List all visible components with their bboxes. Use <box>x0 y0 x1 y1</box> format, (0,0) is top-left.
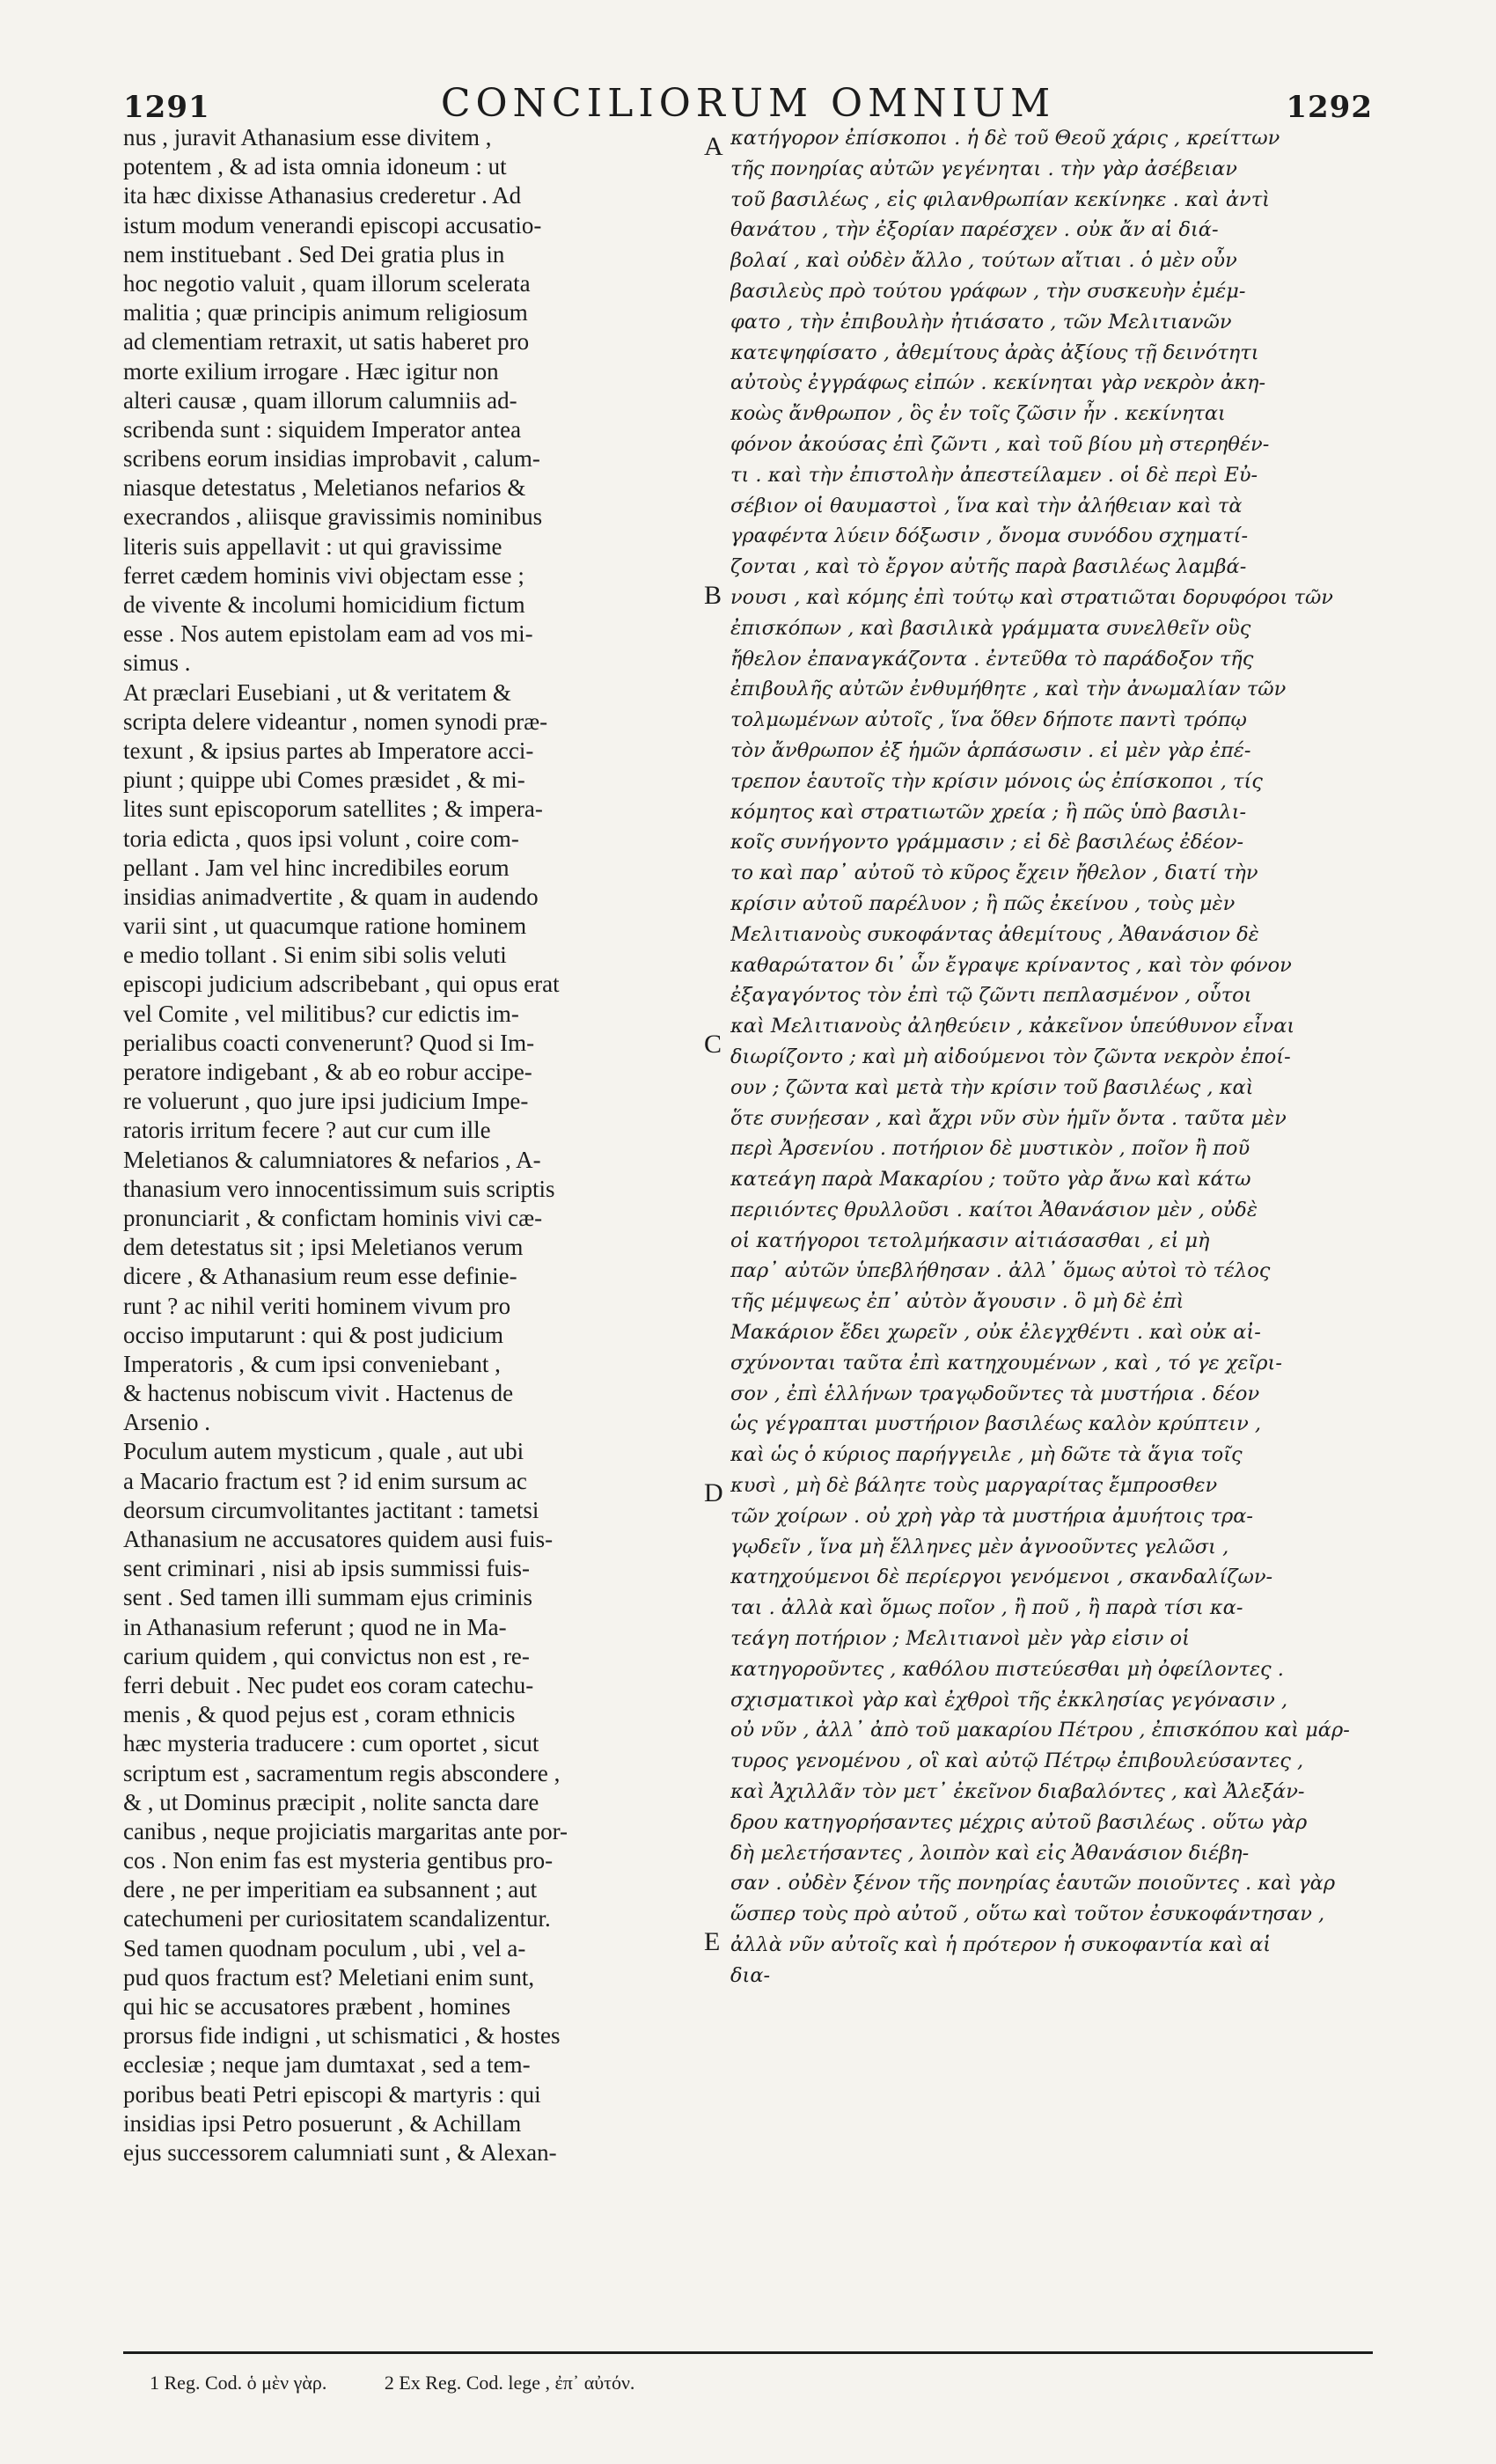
greek-line: κυσὶ , μὴ δὲ βάλητε τοὺς μαργαρίτας ἔμπροσθεν <box>730 1474 1218 1498</box>
latin-line: & , ut Dominus præcipit , nolite sancta dare <box>123 1788 539 1815</box>
greek-line: καὶ Μελιτιανοὺς ἀληθεύειν , κἀκεῖνον ὑπεύθυνον εἶναι <box>730 1015 1295 1038</box>
greek-line: δρου κατηγορήσαντες μέχρις αὐτοῦ βασιλέως . οὕτω γὰρ <box>730 1810 1308 1834</box>
latin-line: scribenda sunt : siquidem Imperator antea <box>123 415 522 443</box>
latin-line: At præclari Eusebiani , ut & veritatem & <box>123 678 511 706</box>
latin-line: pellant . Jam vel hinc incredibiles eorum <box>123 854 510 881</box>
greek-line: κοὼς ἄνθρωπον , ὃς ἐν τοῖς ζῶσιν ἦν . κεκίνηται <box>730 402 1226 426</box>
greek-line: τοῦ βασιλέως , εἰς φιλανθρωπίαν κεκίνηκε . καὶ ἀντὶ <box>730 187 1270 211</box>
greek-line: σον , ἐπὶ ἑλλήνων τραγῳδοῦντες τὰ μυστήρια . δέον <box>730 1382 1260 1405</box>
greek-line: καὶ Ἀχιλλᾶν τὸν μετ᾽ ἐκεῖνον διαβαλόντες , καὶ Ἀλεξάν- <box>730 1780 1305 1804</box>
greek-line: περὶ Ἀρσενίου . ποτήριον δὲ μυστικὸν , ποῖον ἢ ποῦ <box>730 1137 1250 1161</box>
greek-line: ται . ἀλλὰ καὶ ὅμως ποῖον , ἢ ποῦ , ἢ παρὰ τίσι κα- <box>730 1596 1243 1620</box>
margin-marker-b: B <box>704 581 722 610</box>
greek-line: βολαί , καὶ οὐδὲν ἄλλο , τούτων αἴτιαι . ὁ μὲν οὖν <box>730 249 1237 273</box>
greek-column <box>730 123 1377 2332</box>
greek-line: δια- <box>730 1963 771 1987</box>
greek-line: κατήγορον ἐπίσκοποι . ἡ δὲ τοῦ Θεοῦ χάρις , κρείττων <box>730 127 1280 150</box>
greek-line: τῆς πονηρίας αὐτῶν γεγένηται . τὴν γὰρ ἀσέβειαν <box>730 157 1237 180</box>
latin-line: canibus , neque projiciatis margaritas ante por- <box>123 1817 568 1844</box>
greek-line: ὅτε συνῄεσαν , καὶ ἄχρι νῦν σὺν ἡμῖν ὄντα . ταῦτα μὲν <box>730 1106 1287 1130</box>
latin-line: dere , ne per imperitiam ea subsannent ; aut <box>123 1876 538 1903</box>
latin-line: esse . Nos autem epistolam eam ad vos mi- <box>123 620 533 648</box>
latin-line: piunt ; quippe ubi Comes præsidet , & mi- <box>123 766 525 794</box>
latin-line: de vivente & incolumi homicidium fictum <box>123 591 525 618</box>
latin-line: occiso imputarunt : qui & post judicium <box>123 1321 503 1348</box>
margin-marker-d: D <box>704 1478 723 1507</box>
latin-line: episcopi judicium adscribebant , qui opus erat <box>123 971 560 998</box>
greek-line: τολμωμένων αὐτοῖς , ἵνα ὅθεν δήποτε παντὶ τρόπῳ <box>730 708 1247 732</box>
latin-line: ecclesiæ ; neque jam dumtaxat , sed a tem- <box>123 2051 531 2079</box>
greek-line: οὐ νῦν , ἀλλ᾽ ἀπὸ τοῦ μακαρίου Πέτρου , ἐπισκόπου καὶ μάρ- <box>730 1719 1350 1742</box>
latin-line: peratore indigebant , & ab eo robur accipe- <box>123 1059 532 1085</box>
latin-line: potentem , & ad ista omnia idoneum : ut <box>123 153 507 180</box>
latin-line: perialibus coacti convenerunt? Quod si Im- <box>123 1029 535 1056</box>
footnote-rule <box>123 2351 1373 2354</box>
greek-line: ἐπισκόπων , καὶ βασιλικὰ γράμματα συνελθεῖν οὓς <box>730 616 1251 640</box>
latin-line: morte exilium irrogare . Hæc igitur non <box>123 357 499 385</box>
greek-line: Μακάριον ἔδει χωρεῖν , οὐκ ἐλεγχθέντι . καὶ οὐκ αἰ- <box>730 1321 1261 1345</box>
latin-line: ita hæc dixisse Athanasius crederetur . Ad <box>123 182 522 209</box>
latin-line: ejus successorem calumniati sunt , & Alexan- <box>123 2138 557 2166</box>
latin-line: re voluerunt , quo jure ipsi judicium Impe- <box>123 1088 529 1115</box>
greek-line: το καὶ παρ᾽ αὐτοῦ τὸ κῦρος ἔχειν ἤθελον , διατί τὴν <box>730 862 1258 885</box>
latin-line: catechumeni per curiositatem scandalizentur. <box>123 1905 551 1932</box>
greek-line: βασιλεὺς πρὸ τούτου γράφων , τὴν συσκευὴν ἐμέμ- <box>730 279 1246 303</box>
greek-line: καθαρώτατον δι᾽ ὧν ἔγραψε κρίναντος , καὶ τὸν φόνον <box>730 953 1292 977</box>
greek-line: θανάτου , τὴν ἐξορίαν παρέσχεν . οὐκ ἄν αἱ διά- <box>730 218 1219 242</box>
greek-line: γραφέντα λύειν δόξωσιν , ὄνομα συνόδου σχηματί- <box>730 524 1249 548</box>
greek-line: δὴ μελετήσαντες , λοιπὸν καὶ εἰς Ἀθανάσιον διέβη- <box>730 1841 1250 1865</box>
latin-line: poribus beati Petri episcopi & martyris : qui <box>123 2080 541 2108</box>
greek-line: παρ᾽ αὐτῶν ὑπεβλήθησαν . ἀλλ᾽ ὅμως αὐτοὶ τὸ τέλος <box>730 1259 1271 1283</box>
greek-line: σχισματικοὶ γὰρ καὶ ἐχθροὶ τῆς ἐκκλησίας γεγόνασιν , <box>730 1688 1288 1712</box>
latin-line: simus . <box>123 649 191 677</box>
latin-line: sent . Sed tamen illi summam ejus criminis <box>123 1584 532 1611</box>
margin-marker-a: A <box>704 132 723 161</box>
greek-line: περιιόντες θρυλλοῦσι . καίτοι Ἀθανάσιον μὲν , οὐδὲ <box>730 1198 1258 1221</box>
latin-column <box>123 123 695 2270</box>
latin-line: insidias ipsi Petro posuerunt , & Achillam <box>123 2109 522 2137</box>
greek-line: αὐτοὺς ἐγγράφως εἰπών . κεκίνηται γὰρ νεκρὸν ἀκη- <box>730 371 1266 395</box>
greek-line: ἀλλὰ νῦν αὐτοῖς καὶ ἡ πρότερον ἡ συκοφαντία καὶ αἱ <box>730 1933 1272 1957</box>
greek-line: τῶν χοίρων . οὐ χρὴ γὰρ τὰ μυστήρια ἀμυήτοις τρα- <box>730 1504 1254 1528</box>
latin-line: Imperatoris , & cum ipsi conveniebant , <box>123 1350 501 1377</box>
greek-line: τὸν ἄνθρωπον ἐξ ἡμῶν ἁρπάσωσιν . εἰ μὲν γὰρ ἐπέ- <box>730 738 1251 762</box>
latin-line: in Athanasium referunt ; quod ne in Ma- <box>123 1613 507 1640</box>
latin-line: Poculum autem mysticum , quale , aut ubi <box>123 1438 524 1465</box>
latin-line: e medio tollant . Si enim sibi solis veluti <box>123 942 507 969</box>
latin-line: dicere , & Athanasium reum esse definie- <box>123 1263 517 1290</box>
latin-line: cos . Non enim fas est mysteria gentibus pro- <box>123 1847 554 1874</box>
margin-marker-e: E <box>704 1927 721 1956</box>
latin-line: sent criminari , nisi ab ipsis summissi fuis- <box>123 1555 530 1582</box>
latin-line: vel Comite , vel militibus? cur edictis im- <box>123 1000 519 1027</box>
greek-line: γῳδεῖν , ἵνα μὴ ἕλληνες μὲν ἀγνοοῦντες γελῶσι , <box>730 1535 1229 1558</box>
greek-line: κατηχούμενοι δὲ περίεργοι γενόμενοι , σκανδαλίζων- <box>730 1566 1273 1589</box>
latin-line: literis suis appellavit : ut qui gravissime <box>123 532 502 560</box>
latin-line: texunt , & ipsius partes ab Imperatore acci- <box>123 737 534 764</box>
latin-line: Arsenio . <box>123 1409 210 1436</box>
greek-line: ἐπιβουλῆς αὐτῶν ἐνθυμήθητε , καὶ τὴν ἀνωμαλίαν τῶν <box>730 678 1287 701</box>
latin-line: varii sint , ut quacumque ratione hominem <box>123 913 527 940</box>
footnote-2: 2 Ex Reg. Cod. lege , ἐπ᾽ αὐτόν. <box>384 2372 635 2394</box>
running-title: CONCILIORUM OMNIUM <box>440 81 1056 126</box>
greek-line: καὶ ὡς ὁ κύριος παρήγγειλε , μὴ δῶτε τὰ ἅγια τοῖς <box>730 1443 1243 1467</box>
greek-line: τῆς μέμψεως ἐπ᾽ αὐτὸν ἄγουσιν . ὃ μὴ δὲ ἐπὶ <box>730 1290 1184 1314</box>
greek-line: σέβιον οἱ θαυμαστοὶ , ἵνα καὶ τὴν ἀλήθειαν καὶ τὰ <box>730 494 1243 517</box>
latin-line: & hactenus nobiscum vivit . Hactenus de <box>123 1380 514 1407</box>
greek-line: κατεψηφίσατο , ἀθεμίτους ἀρὰς ἀξίους τῇ δεινότητι <box>730 341 1259 364</box>
greek-line: κατηγοροῦντες , καθόλου πιστεύεσθαι μὴ ὀφείλοντες . <box>730 1657 1284 1681</box>
latin-line: nem instituebant . Sed Dei gratia plus in <box>123 240 505 268</box>
latin-line: ad clementiam retraxit, ut satis haberet pro <box>123 328 530 356</box>
latin-line: deorsum circumvolitantes jactitant : tametsi <box>123 1496 539 1523</box>
latin-line: toria edicta , quos ipsi volunt , coire com- <box>123 825 519 852</box>
latin-line: lites sunt episcoporum satellites ; & impera- <box>123 796 543 823</box>
greek-line: τρεπον ἑαυτοῖς τὴν κρίσιν μόνοις ὡς ἐπίσκοποι , τίς <box>730 769 1263 793</box>
greek-line: νουσι , καὶ κόμης ἐπὶ τούτῳ καὶ στρατιῶται δορυφόροι τῶν <box>730 585 1333 609</box>
greek-line: ἐξαγαγόντος τὸν ἐπὶ τῷ ζῶντι πεπλασμένον , οὗτοι <box>730 984 1252 1008</box>
page-number-right: 1292 <box>1286 90 1373 125</box>
greek-line: ἤθελον ἐπαναγκάζοντα . ἐντεῦθα τὸ παράδοξον τῆς <box>730 647 1254 671</box>
greek-line: ὥσπερ τοὺς πρὸ αὐτοῦ , οὕτω καὶ τοῦτον ἐσυκοφάντησαν , <box>730 1903 1325 1926</box>
greek-line: κόμητος καὶ στρατιωτῶν χρεία ; ἢ πῶς ὑπὸ βασιλι- <box>730 800 1247 824</box>
latin-line: Athanasium ne accusatores quidem ausi fuis- <box>123 1526 554 1552</box>
greek-line: φατο , τὴν ἐπιβουλὴν ἠτιάσατο , τῶν Μελιτιανῶν <box>730 310 1232 334</box>
latin-line: hæc mysteria traducere : cum oportet , sicut <box>123 1730 539 1757</box>
greek-line: τυρος γενομένου , οἳ καὶ αὐτῷ Πέτρῳ ἐπιβουλεύσαντες , <box>730 1749 1304 1773</box>
latin-line: pronunciarit , & confictam hominis vivi cæ- <box>123 1204 543 1231</box>
latin-line: nus , juravit Athanasium esse divitem , <box>123 124 492 150</box>
latin-line: a Macario fractum est ? id enim sursum ac <box>123 1467 527 1494</box>
footnote-1: 1 Reg. Cod. ὁ μὲν γὰρ. <box>150 2372 327 2394</box>
latin-line: scriptum est , sacramentum regis abscondere , <box>123 1759 561 1786</box>
latin-line: alteri causæ , quam illorum calumniis ad- <box>123 386 517 414</box>
latin-line: ferret cædem hominis vivi objectam esse ; <box>123 561 524 589</box>
latin-line: Sed tamen quodnam poculum , ubi , vel a- <box>123 1934 526 1962</box>
latin-line: ferri debuit . Nec pudet eos coram catechu- <box>123 1671 534 1698</box>
latin-line: malitia ; quæ principis animum religiosum <box>123 299 528 326</box>
page-number-left: 1291 <box>123 90 210 125</box>
greek-line: τι . καὶ τὴν ἐπιστολὴν ἀπεστείλαμεν . οἱ δὲ περὶ Εὐ- <box>730 463 1258 487</box>
greek-line: ζονται , καὶ τὸ ἔργον αὐτῆς παρὰ βασιλέως λαμβά- <box>730 555 1247 579</box>
greek-line: ὡς γέγραπται μυστήριον βασιλέως καλὸν κρύπτειν , <box>730 1412 1262 1436</box>
latin-line: thanasium vero innocentissimum suis scriptis <box>123 1175 555 1202</box>
latin-line: insidias animadvertite , & quam in audendo <box>123 883 539 910</box>
latin-line: carium quidem , qui convictus non est , re- <box>123 1642 530 1669</box>
greek-line: διωρίζοντο ; καὶ μὴ αἰδούμενοι τὸν ζῶντα νεκρὸν ἐποί- <box>730 1045 1291 1068</box>
greek-line: κρίσιν αὐτοῦ παρέλυον ; ἢ πῶς ἐκείνου , τοὺς μὲν <box>730 891 1236 915</box>
greek-line: κοῖς συνήγοντο γράμμασιν ; εἰ δὲ βασιλέως ἐδέον- <box>730 831 1244 854</box>
latin-line: prorsus fide indigni , ut schismatici , & hostes <box>123 2022 561 2050</box>
latin-line: scripta delere videantur , nomen synodi præ- <box>123 708 548 735</box>
margin-marker-c: C <box>704 1030 722 1059</box>
footnotes <box>150 2372 1364 2394</box>
latin-line: dem detestatus sit ; ipsi Meletianos verum <box>123 1234 524 1261</box>
latin-line: runt ? ac nihil veriti hominem vivum pro <box>123 1292 511 1319</box>
latin-line: execrandos , aliisque gravissimis nominibus <box>123 503 543 531</box>
latin-line: istum modum venerandi episcopi accusatio- <box>123 211 542 238</box>
greek-line: σαν . οὐδὲν ξένον τῆς πονηρίας ἑαυτῶν ποιοῦντες . καὶ γὰρ <box>730 1872 1336 1896</box>
greek-line: σχύνονται ταῦτα ἐπὶ κατηχουμένων , καὶ , τό γε χεῖρι- <box>730 1351 1282 1375</box>
latin-line: ratoris irritum fecere ? aut cur cum ille <box>123 1117 491 1144</box>
greek-line: ουν ; ζῶντα καὶ μετὰ τὴν κρίσιν τοῦ βασιλέως , καὶ <box>730 1075 1254 1099</box>
latin-line: scribens eorum insidias improbavit , calum- <box>123 445 540 473</box>
latin-line: menis , & quod pejus est , coram ethnicis <box>123 1701 516 1728</box>
latin-line: niasque detestatus , Meletianos nefarios & <box>123 474 526 502</box>
greek-line: φόνον ἀκούσας ἐπὶ ζῶντι , καὶ τοῦ βίου μὴ στερηθέν- <box>730 432 1270 456</box>
latin-line: qui hic se accusatores præbent , homines <box>123 1993 511 2020</box>
latin-line: hoc negotio valuit , quam illorum scelerata <box>123 269 531 297</box>
greek-line: Μελιτιανοὺς συκοφάντας ἀθεμίτους , Ἀθανάσιον δὲ <box>730 922 1259 946</box>
greek-line: κατεάγη παρὰ Μακαρίου ; τοῦτο γὰρ ἄνω καὶ κάτω <box>730 1168 1251 1192</box>
greek-line: οἱ κατήγοροι τετολμήκασιν αἰτιάσασθαι , εἰ μὴ <box>730 1228 1210 1252</box>
greek-line: τεάγη ποτήριον ; Μελιτιανοὶ μὲν γὰρ εἰσιν οἱ <box>730 1627 1190 1651</box>
latin-line: pud quos fractum est? Meletiani enim sunt, <box>123 1963 535 1991</box>
latin-line: Meletianos & calumniatores & nefarios , A- <box>123 1146 541 1173</box>
